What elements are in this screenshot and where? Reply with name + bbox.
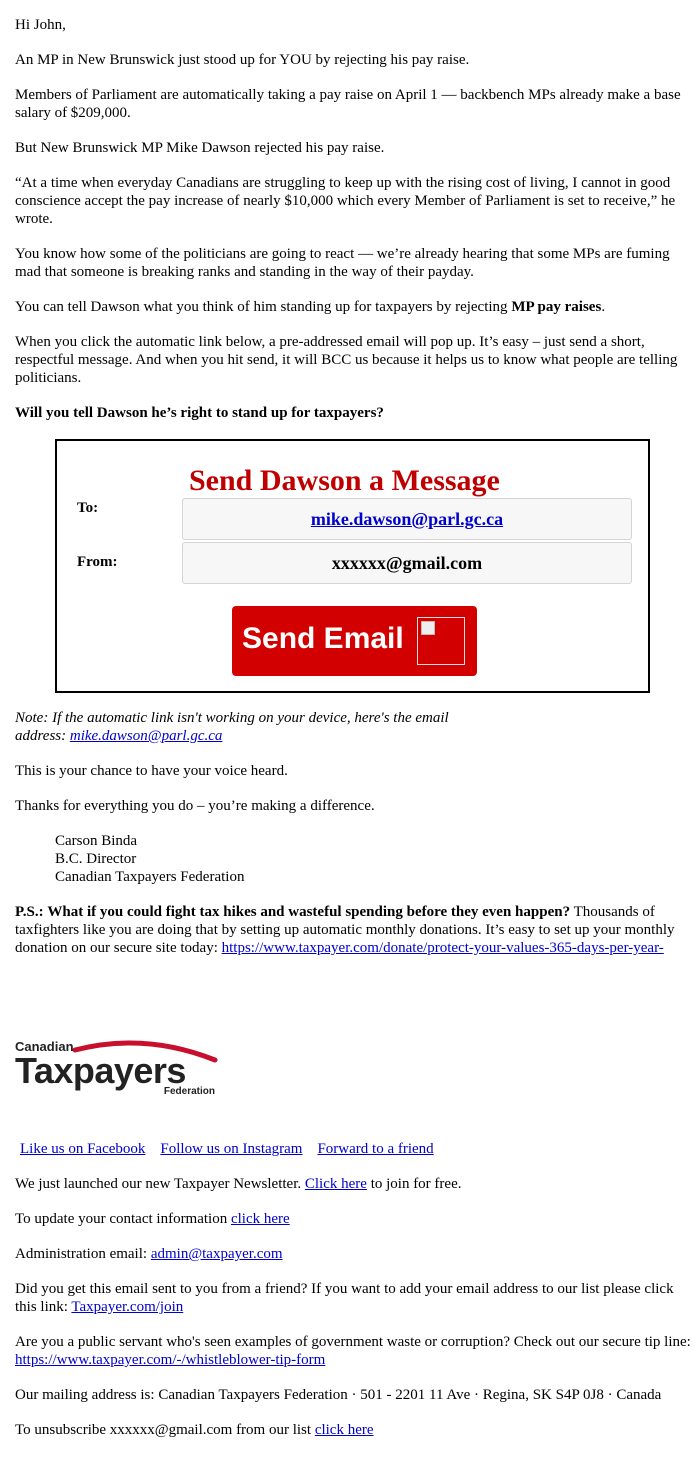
to-field[interactable] <box>182 498 632 540</box>
ps-paragraph: P.S.: What if you could fight tax hikes and wasteful spending before they even happen? Thousands of taxfighters like you are doing that by setting up automatic monthly donations. It’s easy to set up your monthly donation on our secure site today: https://www.taxpayer.com/donate/protect-your-values-365-days-per-year- <box>15 904 675 956</box>
broken-image-icon <box>417 617 465 665</box>
thanks-paragraph: Thanks for everything you do – you’re making a difference. <box>15 798 375 814</box>
svg-text:Taxpayers: Taxpayers <box>15 1050 186 1091</box>
to-email-link[interactable]: mike.dawson@parl.gc.ca <box>310 509 504 529</box>
send-message-box <box>55 439 650 693</box>
send-message-title: Send Dawson a Message <box>189 464 500 497</box>
signature-title: B.C. Director <box>55 851 137 867</box>
fallback-email-link[interactable]: mike.dawson@parl.gc.ca <box>69 728 223 744</box>
tip-line-paragraph: Are you a public servant who's seen examples of government waste or corruption? Check out our secure tip line: https://www.taxpayer.com/-/whistleblower-tip-form <box>15 1334 691 1368</box>
from-field[interactable]: xxxxxx@gmail.com <box>182 542 632 584</box>
question-heading: Will you tell Dawson he’s right to stand up for taxpayers? <box>15 405 384 421</box>
react-paragraph: You know how some of the politicians are going to react — we’re already hearing that some MPs are fuming mad that someone is breaking ranks and standing in the way of their payday. <box>15 246 670 280</box>
update-contact-paragraph: To update your contact information click here <box>15 1211 290 1227</box>
instructions-paragraph: When you click the automatic link below, a pre-addressed email will pop up. It’s easy – just send a short, respectful message. And when you hit send, it will BCC us because it helps us to know what people are telling politicians. <box>15 334 678 386</box>
taxpayers-logo[interactable] <box>15 1038 220 1098</box>
mailing-address: Our mailing address is: Canadian Taxpayers Federation · 501 - 2201 11 Ave · Regina, SK S4P 0J8 · Canada <box>15 1387 662 1403</box>
ctf-logo-graphic <box>15 1038 220 1098</box>
instagram-link[interactable]: Follow us on Instagram <box>160 1141 303 1157</box>
intro-paragraph: An MP in New Brunswick just stood up for YOU by rejecting his pay raise. <box>15 52 470 68</box>
admin-email-paragraph: Administration email: admin@taxpayer.com <box>15 1246 283 1262</box>
to-label: To: <box>77 500 99 516</box>
unsubscribe-paragraph: To unsubscribe xxxxxx@gmail.com from our list click here <box>15 1422 374 1438</box>
fallback-note: Note: If the automatic link isn't working on your device, here's the email address: mike.dawson@parl.gc.ca <box>15 710 449 744</box>
chance-paragraph: This is your chance to have your voice heard. <box>15 763 288 779</box>
admin-email-link[interactable]: admin@taxpayer.com <box>150 1246 283 1262</box>
dawson-paragraph: But New Brunswick MP Mike Dawson rejected his pay raise. <box>15 140 385 156</box>
join-paragraph: Did you get this email sent to you from a friend? If you want to add your email address to our list please click this link: Taxpayer.com/join <box>15 1281 674 1315</box>
quote-paragraph: “At a time when everyday Canadians are struggling to keep up with the rising cost of living, I cannot in good conscience accept the pay increase of nearly $10,000 which every Member of Parliament is set to receive,” he wrote. <box>15 175 676 227</box>
greeting: Hi John, <box>15 17 66 33</box>
svg-text:Federation: Federation <box>163 1086 215 1097</box>
tip-line-link[interactable]: https://www.taxpayer.com/-/whistleblower-tip-form <box>15 1352 326 1368</box>
unsubscribe-link[interactable]: click here <box>314 1422 374 1438</box>
facebook-link[interactable]: Like us on Facebook <box>20 1141 146 1157</box>
from-label: From: <box>77 554 118 570</box>
newsletter-paragraph: We just launched our new Taxpayer Newsletter. Click here to join for free. <box>15 1176 462 1192</box>
svg-text:Canadian: Canadian <box>15 1039 74 1054</box>
tell-paragraph: You can tell Dawson what you think of him standing up for taxpayers by rejecting MP pay raises. <box>15 299 606 315</box>
signature-org: Canadian Taxpayers Federation <box>55 869 245 885</box>
newsletter-link[interactable]: Click here <box>304 1176 367 1192</box>
social-links <box>15 1140 695 1158</box>
update-contact-link[interactable]: click here <box>230 1211 290 1227</box>
signature-name: Carson Binda <box>55 833 138 849</box>
join-link[interactable]: Taxpayer.com/join <box>71 1299 184 1315</box>
email-body <box>15 16 695 1456</box>
forward-link[interactable]: Forward to a friend <box>317 1141 434 1157</box>
send-email-label: Send Email <box>242 622 404 655</box>
signature <box>55 832 695 886</box>
salary-paragraph: Members of Parliament are automatically taking a pay raise on April 1 — backbench MPs already make a base salary of $209,000. <box>15 87 681 121</box>
donate-link[interactable]: https://www.taxpayer.com/donate/protect-your-values-365-days-per-year- <box>221 940 664 956</box>
send-email-button[interactable] <box>232 606 477 676</box>
